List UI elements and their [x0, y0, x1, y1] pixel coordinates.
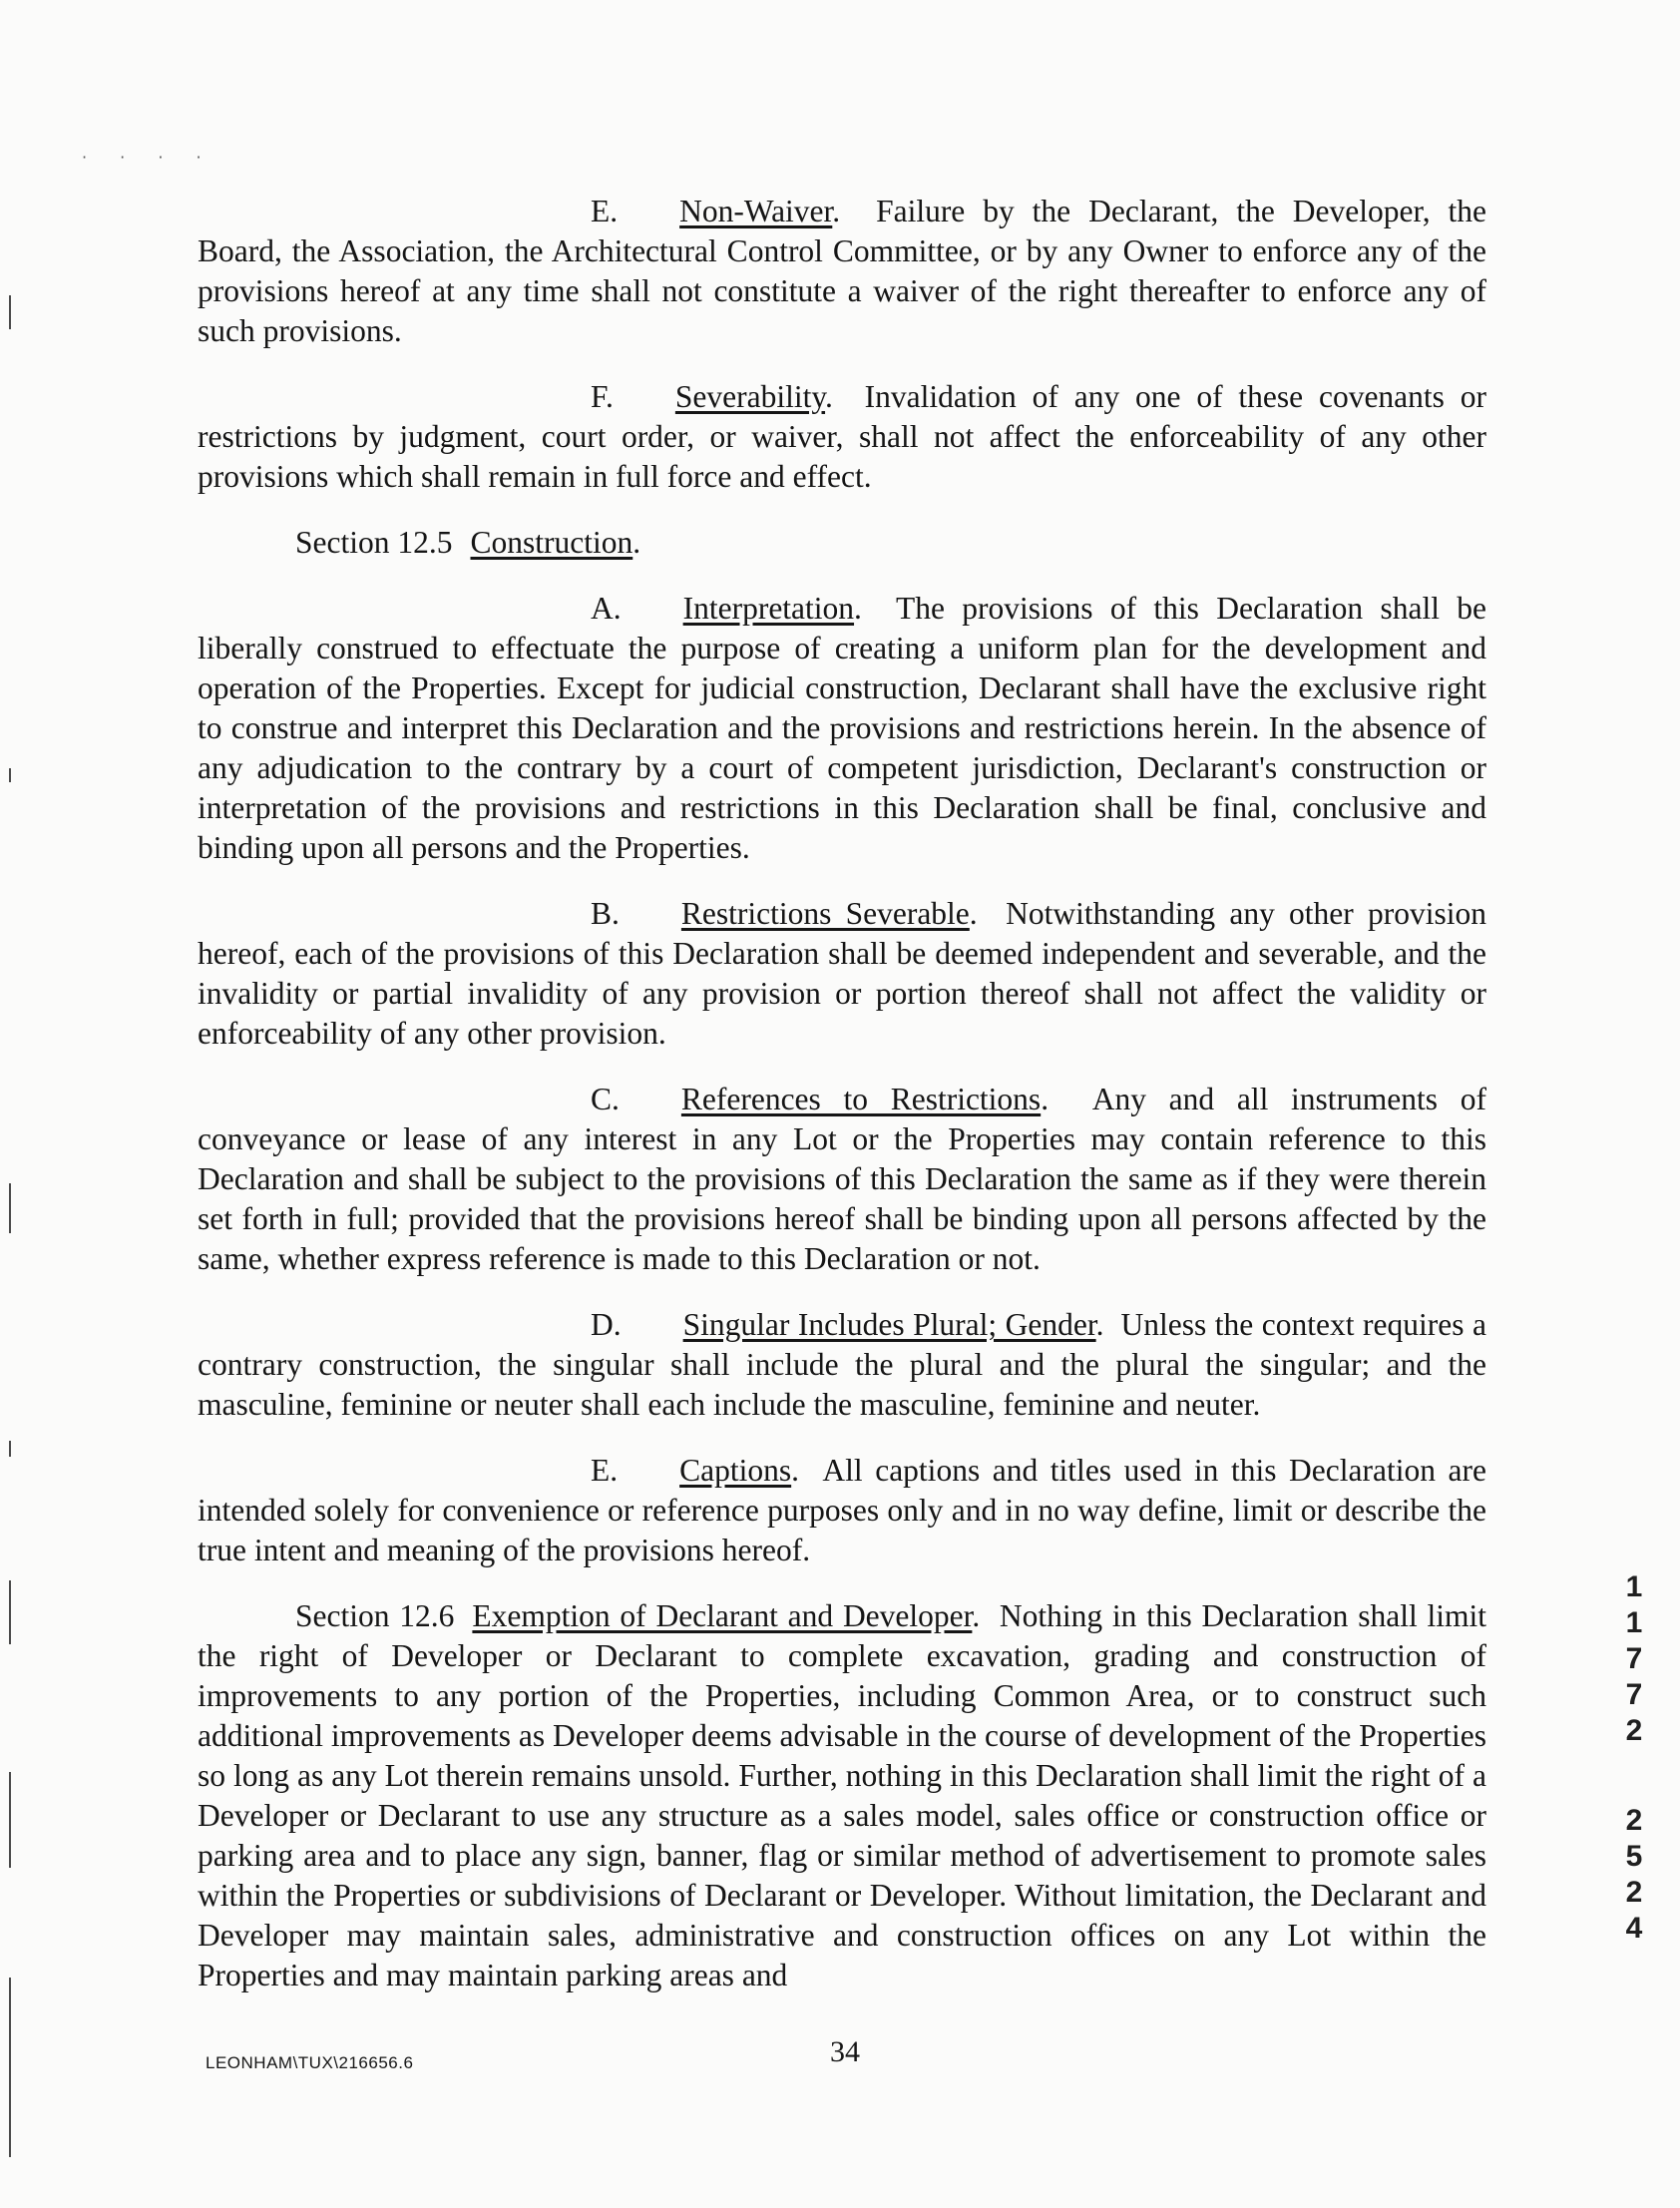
paragraph-heading: Restrictions Severable	[680, 896, 970, 931]
paragraph-label: B.	[591, 896, 620, 931]
stamp-digit: 2	[1625, 1804, 1643, 1837]
scan-mark	[9, 1580, 11, 1644]
paragraph-label: F.	[591, 379, 614, 414]
paragraph-text: Any and all instruments of conveyance or lease of any interest in any Lot or the Properties may contain reference to this Declaration and shall be subject to the provisions of this Declaration the same as if they were therein set forth in full; provided that the provisions hereof shall be binding upon all persons affected by the same, whether express reference is made to this Declaration or not.	[198, 1082, 1486, 1276]
page-number: 34	[830, 2035, 860, 2068]
paragraph-label: A.	[591, 591, 622, 626]
paragraph-non-waiver: E. Non-Waiver. Failure by the Declarant, the Developer, the Board, the Association, the Architectural Control Committee, or by any Owner to enforce any of the provisions hereof at any time shall not constitute a waiver of the right thereafter to enforce any of such provisions.	[198, 194, 1486, 348]
paragraph-references-to-restrictions: C. References to Restrictions. Any and all instruments of conveyance or lease of any interest in any Lot or the Properties may contain reference to this Declaration and shall be subject to the provisions of this Declaration the same as if they were therein set forth in full; provided that the provisions hereof shall be binding upon all persons affected by the same, whether express reference is made to this Declaration or not.	[198, 1082, 1486, 1276]
section-heading: Construction	[470, 525, 633, 560]
paragraph-heading: Non-Waiver	[679, 194, 833, 228]
scan-specks: · · · ·	[82, 148, 215, 167]
scan-mark	[9, 1441, 11, 1457]
stamp-digit: 4	[1625, 1912, 1643, 1945]
paragraph-heading: References to Restrictions	[680, 1082, 1042, 1116]
stamp-digit: 1	[1625, 1606, 1643, 1639]
paragraph-text: Notwithstanding any other provision hereof, each of the provisions of this Declaration shall be deemed independent and severable, and the invalidity or partial invalidity of any provision or portion thereof shall not affect the validity or enforceability of any other provision.	[198, 896, 1487, 1051]
paragraph-label: E.	[591, 1453, 619, 1488]
paragraph-exemption: Section 12.6 Exemption of Declarant and Developer. Nothing in this Declaration shall limit the right of Developer or Declarant to complete excavation, grading and construction of improvements to any portion of the Properties, including Common Area, or to construct such additional improvements as Developer deems advisable in the course of development of the Properties so long as any Lot therein remains unsold. Further, nothing in this Declaration shall limit the right of a Developer or Declarant to use any structure as a sales model, sales office or construction office or parking area and to place any sign, banner, flag or similar method of advertisement to promote sales within the Properties or subdivisions of Declarant or Developer. Without limitation, the Declarant and Developer may maintain sales, administrative and construction offices on any Lot within the Properties and may maintain parking areas and	[198, 1598, 1487, 1992]
stamp-digit: 7	[1625, 1642, 1643, 1675]
paragraph-text: Nothing in this Declaration shall limit the right of Developer or Declarant to complete excavation, grading and construction of improvements to any portion of the Properties, including Common Area, or to construct such additional improvements as Developer deems advisable in the course of development of the Properties so long as any Lot therein remains unsold. Further, nothing in this Declaration shall limit the right of a Developer or Declarant to use any structure as a sales model, sales office or construction office or parking area and to place any sign, banner, flag or similar method of advertisement to promote sales within the Properties or subdivisions of Declarant or Developer. Without limitation, the Declarant and Developer may maintain sales, administrative and construction offices on any Lot within the Properties and may maintain parking areas and	[198, 1598, 1487, 1992]
paragraph-restrictions-severable: B. Restrictions Severable. Notwithstanding any other provision hereof, each of the provisions of this Declaration shall be deemed independent and severable, and the invalidity or partial invalidity of any provision or portion thereof shall not affect the validity or enforceability of any other provision.	[198, 896, 1487, 1051]
paragraph-text: Failure by the Declarant, the Developer, the Board, the Association, the Architectural Control Committee, or by any Owner to enforce any of the provisions hereof at any time shall not constitute a waiver of the right thereafter to enforce any of such provisions.	[198, 194, 1486, 348]
paragraph-label: E.	[591, 194, 619, 228]
recording-stamp	[1619, 1569, 1649, 1947]
paragraph-label: C.	[591, 1082, 620, 1116]
stamp-digit: 5	[1625, 1840, 1643, 1873]
stamp-digit: 2	[1625, 1714, 1643, 1747]
stamp-digit: 2	[1625, 1876, 1643, 1909]
paragraph-label: D.	[591, 1307, 622, 1342]
footer-document-id: LEONHAM\TUX\216656.6	[206, 2053, 414, 2072]
section-heading-construction: Section 12.5 Construction.	[295, 525, 641, 560]
section-label: Section 12.6	[295, 1598, 455, 1633]
document-body	[198, 192, 1486, 2021]
paragraph-text: Invalidation of any one of these covenants or restrictions by judgment, court order, or waiver, shall not affect the enforceability of any other provisions which shall remain in full force and effect.	[198, 379, 1486, 494]
scan-mark	[9, 1978, 11, 2157]
scan-mark	[9, 1183, 11, 1233]
paragraph-severability: F. Severability. Invalidation of any one of these covenants or restrictions by judgment, court order, or waiver, shall not affect the enforceability of any other provisions which shall remain in full force and effect.	[198, 379, 1486, 494]
scan-mark	[9, 1772, 11, 1868]
paragraph-text: All captions and titles used in this Declaration are intended solely for convenience or reference purposes only and in no way define, limit or describe the true intent and meaning of the provisions hereof.	[198, 1453, 1486, 1567]
scan-mark	[9, 295, 11, 329]
paragraph-text: Unless the context requires a contrary construction, the singular shall include the plural and the plural the singular; and the masculine, feminine or neuter shall each include the masculine, feminine and neuter.	[198, 1307, 1486, 1422]
paragraph-heading: Severability	[674, 379, 826, 414]
paragraph-heading: Captions	[679, 1453, 792, 1488]
stamp-digit: 7	[1625, 1678, 1643, 1711]
paragraph-heading: Interpretation	[682, 591, 855, 626]
paragraph-interpretation: A. Interpretation. The provisions of this Declaration shall be liberally construed to effectuate the purpose of creating a uniform plan for the development and operation of the Properties. Except for judicial construction, Declarant shall have the exclusive right to construe and interpret this Declaration and the provisions and restrictions herein. In the absence of any adjudication to the contrary by a court of competent jurisdiction, Declarant's construction or interpretation of the provisions and restrictions in this Declaration shall be final, conclusive and binding upon all persons and the Properties.	[198, 591, 1486, 865]
paragraph-captions: E. Captions. All captions and titles used in this Declaration are intended solely for convenience or reference purposes only and in no way define, limit or describe the true intent and meaning of the provisions hereof.	[198, 1453, 1486, 1567]
section-heading: Exemption of Declarant and Developer	[472, 1598, 973, 1633]
stamp-gap	[1619, 1749, 1649, 1803]
section-label: Section 12.5	[295, 525, 453, 560]
stamp-digit: 1	[1625, 1570, 1643, 1603]
scan-mark	[9, 768, 11, 782]
paragraph-singular-includes-plural: D. Singular Includes Plural; Gender. Unless the context requires a contrary construction, the singular shall include the plural and the plural the singular; and the masculine, feminine or neuter shall each include the masculine, feminine and neuter.	[198, 1307, 1486, 1422]
paragraph-heading: Singular Includes Plural; Gender	[682, 1307, 1096, 1342]
paragraph-text: The provisions of this Declaration shall be liberally construed to effectuate the purpose of creating a uniform plan for the development and operation of the Properties. Except for judicial construction, Declarant shall have the exclusive right to construe and interpret this Declaration and the provisions and restrictions herein. In the absence of any adjudication to the contrary by a court of competent jurisdiction, Declarant's construction or interpretation of the provisions and restrictions in this Declaration shall be final, conclusive and binding upon all persons and the Properties.	[198, 591, 1486, 865]
